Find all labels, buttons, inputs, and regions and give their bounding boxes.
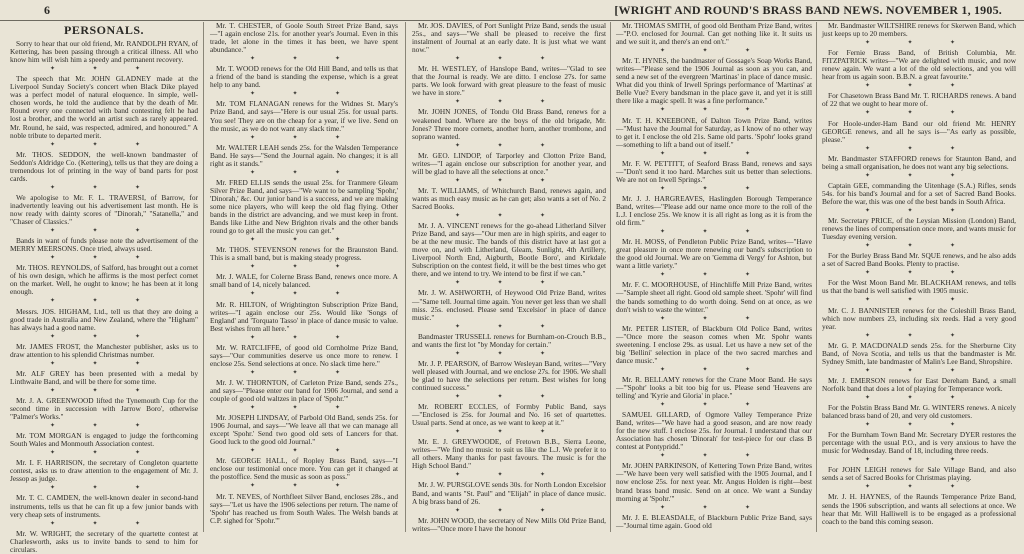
item-divider: ✦ ✦ ✦ [249,369,359,376]
column-rule [816,22,817,532]
news-item: Mr. J. W. THORNTON, of Carleton Prize Band, sends 27s., and says—"Please enter our band for 1906 Journal, and send a couple of good old waltzes in place of 'Spohr.'" [210,377,398,404]
column-2 [210,22,398,532]
news-item: Mr. F. W. PETTITT, of Seaford Brass Band, renews and says—"Don't send it too hard. Marches suit us better than selections. We are not on Irwell Springs." [616,158,812,184]
news-item: For JOHN LEIGH renews for Sale Village Band, and also sends a set of Sacred Books for Christmas playing. [822,465,1016,483]
news-item: Mr. THOS. STEVENSON renews for the Braunston Band. This is a small band, but is making steady progress. [210,245,398,263]
item-divider: ✦ ✦ ✦ [864,40,974,47]
item-divider: ✦ ✦ ✦ [249,483,359,490]
item-divider: ✦ ✦ ✦ [249,237,359,244]
item-divider: ✦ ✦ ✦ [454,323,564,330]
news-item: For Chasetown Brass Band Mr. T. RICHARDS renews. A band of 22 that we ought to hear more of. [822,91,1016,109]
news-item: Mr. T. WOOD renews for the Old Hill Band, and tells us that a friend of the band is standing the expense, which is a great help to any band. [210,64,398,90]
item-divider: ✦ ✦ ✦ [864,394,974,401]
column-rule [610,22,611,532]
news-item: Mr. J. J. HARGREAVES, Haslingden Borough Temperance Band, writes—"Please add our name once more to the roll of the L.J. I enclose 25s. We know it is all right as long as it is from the old firm." [616,193,812,228]
news-item: Mr. THOS. SEDDON, the well-known bandmaster of Seddon's Aldridge Co. (Kettering), tells us that they are doing a tremendous lot of printing in the way of band parts for post cards. [10,149,198,183]
item-divider: ✦ ✦ ✦ [49,333,159,340]
item-divider: ✦ ✦ ✦ [454,429,564,436]
item-divider: ✦ ✦ ✦ [659,48,769,55]
column-1 [10,22,199,554]
column-4 [616,22,812,532]
item-divider: ✦ ✦ ✦ [864,332,974,339]
section-heading: PERSONALS. [63,23,145,37]
item-divider: ✦ ✦ ✦ [864,270,974,277]
item-divider: ✦ ✦ ✦ [454,142,564,149]
news-item: Mr. JOS. DAVIES, of Port Sunlight Prize Band, sends the usual 25s., and says—"We shall be pleased to receive the first instalment of Journal at an early date. It is just what we want now." [412,21,606,55]
item-divider: ✦ ✦ ✦ [659,315,769,322]
column-rule [405,22,406,532]
item-divider: ✦ ✦ ✦ [659,366,769,373]
item-divider: ✦ ✦ ✦ [454,99,564,106]
item-divider: ✦ ✦ ✦ [864,297,974,304]
item-divider: ✦ ✦ ✦ [49,423,159,430]
news-item: Mr. JOSEPH LINDSAY, of Parbold Old Band, sends 25s. for 1906 Journal, and says—"We leave all that we can manage all except 'Spohr.' Send two good old sets of Lancers for that. Good luck to the good old Journal." [210,413,398,447]
item-divider: ✦ ✦ ✦ [864,422,974,429]
news-item: For the Burley Brass Band Mr. SQUE renews, and he also adds a set of Sacred Band Books. Plenty to practise. [822,251,1016,269]
item-divider: ✦ ✦ ✦ [249,264,359,271]
item-divider: ✦ ✦ ✦ [49,228,159,235]
news-item: Mr. J. P. PEARSON, of Barrow Wesleyan Band, writes—"Very well pleased with Journal, and we enclose 27s. for 1906. We shall be glad to have the selections per return. Best wishes for long continued success." [412,358,606,392]
news-item: Bands in want of funds please note the advertisement of the MERRY MEERSONS. Once tried, always used. [10,236,198,254]
news-item: Captain GEE, commanding the Uitenhage (S.A.) Rifles, sends 54s. for his band's Journal and for a set of Sacred Band Books. Before the war, this was one of the best bands in South Africa. [822,180,1016,206]
item-divider: ✦ ✦ ✦ [249,56,359,63]
news-item: Mr. J. W. ASHWORTH, of Heywood Old Prize Band, writes—"Same tell. Journal time again. You never get less than we shall miss. 25s. enclosed. Please send 'Excelsior' in place of dance music." [412,288,606,322]
item-divider: ✦ ✦ ✦ [249,334,359,341]
news-item: Mr. E. J. GREYWOODE, of Fretown B.B., Sierra Leone, writes—"We find no music to suit us like the L.J. We prefer it to all others. Many thanks for past favours. The music is for the High School Band." [412,437,606,471]
item-divider: ✦ ✦ ✦ [659,150,769,157]
news-item: Mr. PETER LISTER, of Blackburn Old Police Band, writes—"Once more the season comes when Mr. Spohr wants sweetening. I enclose 29s. as usual. Let us have a new set of the big 'Bellini' selection in place of the two sacred marches and dance music." [616,323,812,365]
masthead: [WRIGHT AND ROUND'S BRASS BAND NEWS. NOVEMBER 1, 1905. [614,3,1002,17]
item-divider: ✦ ✦ ✦ [864,172,974,179]
item-divider: ✦ ✦ ✦ [659,402,769,409]
item-divider: ✦ ✦ ✦ [249,169,359,176]
item-divider: ✦ ✦ ✦ [454,350,564,357]
item-divider: ✦ ✦ ✦ [249,405,359,412]
news-item: Mr. JOHN PARKINSON, of Kettering Town Prize Band, writes—"We have been very well satisfied with the 1905 Journal, and I now enclose 25s. for next year. Mr. Angus Holden is right—best brand brass band music. Send on at once. We want a Sunday morning at 'Spohr.'" [616,461,812,503]
news-item: Mr. H. WESTLEY, of Hanslope Band, writes—"Glad to see that the Journal is ready. We are ditto. I enclose 27s. for same parts. We look forward with great pleasure to the feast of music we have in store." [412,64,606,98]
news-item: Mr. T. NEVES, of Northfleet Silver Band, encloses 28s., and says—"Let us have the 1906 selections per return. The name of 'Spohr' has reached us from South Wales. The Welsh bands at C.P. sighed for 'Spohr.'" [210,491,398,525]
item-divider: ✦ ✦ ✦ [454,213,564,220]
item-divider: ✦ ✦ ✦ [659,504,769,511]
news-item: Mr. JAMES FROST, the Manchester publisher, asks us to draw attention to his splendid Christmas number. [10,341,198,359]
news-item: For the Polstin Brass Band Mr. G. WINTERS renews. A nicely balanced brass band of 20, and very old customers. [822,403,1016,421]
item-divider: ✦ ✦ ✦ [864,484,974,491]
news-item: Mr. R. BELLAMY renews for the Crane Moor Band. He says—"'Spohr' looks a bit too big for us. Please send 'Heavens are telling' and 'Kyrie and Gloria' in place." [616,374,812,401]
news-item: Mr. W. WRIGHT, the secretary of the quartette contest at Charlesworth, asks us to invite bands to send to him for circulars. [10,528,198,554]
news-item: Mr. Bandmaster WILTSHIRE renews for Skerwen Band, which just keeps up to 20 members. [822,21,1016,39]
item-divider: ✦ ✦ ✦ [864,83,974,90]
news-item: Messrs. JOS. HIGHAM, Ltd., tell us that they are doing a good trade in Australia and New Zealand, where the "Higham" has always had a good name. [10,306,198,332]
news-item: Mr. T. CHESTER, of Goole South Street Prize Band, says—"I again enclose 21s. for another year's Journal. Even in this trade, let alone in the times it has been, we have spent abundance." [210,21,398,55]
column-5 [822,22,1016,532]
news-item: Mr. JOHN JONES, of Tondu Old Brass Band, renews for a weakened band. Where are the boys of the old brigade, Mr. Jones? Three more cornets, another horn, another trombone, and soprano wanted. [412,107,606,141]
item-divider: ✦ ✦ ✦ [49,298,159,305]
column-3 [412,22,606,532]
item-divider: ✦ ✦ ✦ [864,367,974,374]
news-item: Mr. G. P. MACDONALD sends 25s. for the Sherburne City Band, of Nova Scotia, and tells us that the bandmaster is Mr. Sydney Smith, late bandmaster of Malin's Lee Band, Shropshire. [822,340,1016,366]
news-item: For Fernie Brass Band, of British Columbia, Mr. FITZPATRICK writes—"We are delighted with music, and now renew again. We want a lot of the old selections, and you will hear from us again soon. B.B.N. a great favourite." [822,48,1016,82]
news-item: Mr. THOMAS SMITH, of good old Bentham Prize Band, writes—"P.O. enclosed for Journal. Can get nothing like it. It suits us and we suit it, and there's an end on't." [616,21,812,47]
item-divider: ✦ ✦ ✦ [659,185,769,192]
item-divider: ✦ ✦ ✦ [864,145,974,152]
item-divider: ✦ ✦ ✦ [659,107,769,114]
news-item: Mr. J. H. HAYNES, of the Raunds Temperance Prize Band, sends the 1906 subscription, and wants all selections at once. We hear that Mr. Will Halliwell is to be engaged as a professional coach to the band this coming season. [822,492,1016,526]
item-divider: ✦ ✦ ✦ [864,110,974,117]
news-item: Mr. T. HYNES, the bandmaster of Gossage's Soap Works Band, writes—"Please send the 1906 Journal as soon as you can, and send a new set of the evergreen 'Martinas' in place of dance music. What did you think of Irwell Springs performance of 'Martinas' at Belle Vue? Every bandsman in the place gave it, and yet it is still there like a magic spell. It was a fine performance." [616,56,812,106]
news-item: Mr. JOHN WOOD, the secretary of New Mills Old Prize Band, writes—"Once more I have the honour [412,515,606,533]
news-item: Mr. F. C. MOORHOUSE, of Hinchliffe Mill Prize Band, writes—"Sample sheet all right. Good old sample sheet. 'Spohr' will find the bands something to do worth doing. Send on at once, as we don't wish to waste the winter." [616,280,812,314]
item-divider: ✦ ✦ ✦ [454,507,564,514]
news-item: Mr. J. A. GREENWOOD lifted the Tynemouth Cup for the second time in succession with Jarrow Boro', otherwise "Palmer's Works." [10,395,198,422]
news-item: Bandmaster TRUSSELL renews for Burnham-on-Crouch B.B., and wants the first lot "by Monday for certain." [412,331,606,349]
news-item: For the West Moon Band Mr. BLACKHAM renews, and tells us that the band is well satisfied with 1905 music. [822,278,1016,296]
item-divider: ✦ ✦ ✦ [49,485,159,492]
news-item: Mr. I. F. HARRISON, the secretary of Congleton quartette contest, asks us to draw attention to the engagement of Mr. J. Jessop as judge. [10,458,198,484]
item-divider: ✦ ✦ ✦ [659,272,769,279]
news-item: Mr. R. HILTON, of Wrightington Subscription Prize Band, writes—"I again enclose our 25s. Would like 'Songs of England' and 'Torquato Tasso' in place of dance music to value. Best wishes from all here." [210,299,398,333]
news-item: Mr. C. J. BANNISTER renews for the Coleshill Brass Band, which now numbers 23, including six reeds. Had a very good year. [822,305,1016,331]
news-item: Mr. T. H. KNEEBONE, of Dalton Town Prize Band, writes—"Must have the Journal for Saturday, as I know of no other way to get it. I enclose the old 21s. Same old parts. 'Spohr' looks grand—something to lift a band out of itself." [616,115,812,149]
news-item: Mr. J. A. VINCENT renews for the go-ahead Litherland Silver Prize Band, and says—"Our men are in high spirits, and eager to be at the new music. The bands of this district have at last got a move on, and with Litherland, Gleam, Sunlight, 4th Artillery, Liverpool North End, Aigburth, Bootle Boro', and Kirkdale Subscription on the contest field, it will be the best times who get there, and we intend to try. We intend to be first if we can." [412,221,606,279]
news-item: For the Burnham Town Band Mr. Secretary DYER restores the percentage with the usual P.O., and is very anxious to have the music for Wednesday. Band of 18, including three reeds. [822,430,1016,456]
news-item: Mr. ROBERT ECCLES, of Formby Public Band, says—"Enclosed is 25s. for Journal and No. 16 set of quartettes. Usual parts. Send at once, as we want to keep at it." [412,402,606,428]
news-item: Mr. ALF GREY has been presented with a medal by Linthwaite Band, and will be there for some time. [10,368,198,386]
item-divider: ✦ ✦ ✦ [49,66,159,73]
news-item: Mr. THOS. REYNOLDS, of Salford, has brought out a cornet of his own design, which he affirms is the most perfect cornet on the market. Well, he ought to know; he has been at it long enough. [10,263,199,297]
news-item: Mr. FRED ELLIS sends the usual 25s. for Tranmere Gleam Silver Prize Band, and says—"We want to be sampling 'Spohr,' 'Dinorah,' &c. Our junior band is a success, and we are making some nice players, who will keep the old flag flying. Other bands in the district are advancing, and we must keep in front. Bands like Lithe and New Brighton rivals and the other bands round go to get all the music you can get." [210,177,398,236]
item-divider: ✦ ✦ ✦ [49,255,159,262]
news-item: Mr. J. E. BLEASDALE, of Blackburn Public Prize Band, says—"Journal time again. Good old [616,512,812,530]
news-item: Mr. J. EMERSON renews for East Dereham Band, a small Norfolk band that does a lot of playing for Temperance work. [822,375,1016,393]
page-number: 6 [44,3,50,17]
item-divider: ✦ ✦ ✦ [49,184,159,191]
item-divider: ✦ ✦ ✦ [249,448,359,455]
news-item: Mr. T. WILLIAMS, of Whitchurch Band, renews again, and wants as much easy music as he can get; also wants a set of No. 2 Sacred Books. [412,185,606,211]
news-item: Mr. Secretary PRICE, of the Leysian Mission (London) Band, renews the lines of compensation once more, and wants music for Tuesday evening version. [822,216,1016,242]
item-divider: ✦ ✦ ✦ [49,141,159,148]
item-divider: ✦ ✦ ✦ [454,472,564,479]
item-divider: ✦ ✦ ✦ [49,360,159,367]
item-divider: ✦ ✦ ✦ [864,243,974,250]
news-item: Mr. GEORGE HALL, of Ropley Brass Band, says—"I enclose our testimonial once more. You can get it changed at the postoffice. Send the music as soon as poss." [210,456,398,482]
news-item: Mr. Bandmaster STAFFORD renews for Staunton Band, and being a small organisation, he does not want any big selections. [822,153,1016,171]
item-divider: ✦ ✦ ✦ [454,56,564,63]
item-divider: ✦ ✦ ✦ [49,387,159,394]
news-item: Mr. J. WALE, for Colerne Brass Band, renews once more. A small band of 14, nicely balanced. [210,272,398,290]
item-divider: ✦ ✦ ✦ [454,394,564,401]
item-divider: ✦ ✦ ✦ [249,134,359,141]
news-item: We apologise to Mr. F. L. TRAVERSI, of Barrow, for inadvertently leaving out his advertisement last month. He is now ready with dainty scores of "Dinorah," "Satanella," and "Chaser of Classics." [10,192,198,227]
item-divider: ✦ ✦ ✦ [454,177,564,184]
page-header [0,0,1024,21]
news-item: Mr. H. MOSS, of Pendleton Public Prize Band, writes—"Have great pleasure in once more renewing our band's subscription to the good old Journal. We are on 'Gemma di Vergy' for Ashton, but want a little variety." [616,237,812,271]
item-divider: ✦ ✦ ✦ [659,453,769,460]
news-item: The speech that Mr. JOHN GLADNEY made at the Liverpool Sunday Society's concert when Black Dike played was a perfect model of natural eloquence. In simple, well-chosen words, he told the audience that by the death of Mr. Round every one connected with band contesting felt he had lost a brother, and the world an artist such as rarely appeared. Mr. Round, he said, was respected, admired, and honoured." A noble tribute to departed merit. [10,74,198,140]
news-item: Mr. T. C. CAMDEN, the well-known dealer in second-hand instruments, tells us that he can fit up a few junior bands with very cheap sets of instruments. [10,493,198,519]
item-divider: ✦ ✦ ✦ [249,291,359,298]
news-item: Sorry to hear that our old friend, Mr. RANDOLPH RYAN, of Kettering, has been passing through a critical illness. All who know him will wish him a speedy and permanent recovery. [10,39,198,65]
news-item: Mr. J. W. PURSGLOVE sends 30s. for North London Excelsior Band, and wants "St. Paul" and "Elijah" in place of dance music. A big brass band of 26. [412,480,606,506]
item-divider: ✦ ✦ ✦ [249,91,359,98]
news-item: Mr. W. RATCLIFFE, of good old Cornholme Prize Band, says—"Our communities deserve us once more to renew. I enclose 25s. Send selections at once. No slack time here." [210,342,398,368]
news-item: Mr. TOM FLANAGAN renews for the Widnes St. Mary's Prize Band, and says—"Here is our usual 25s. for usual parts. You see! They are on the cheap for a year, if we live. Send on the music, as we do not want any slack time." [210,99,398,133]
news-item: SAMUEL GILLARD, of Ogmore Valley Temperance Prize Band, writes—"We have had a good season, and are now ready for the new stuff. I enclose 25s. for Journal. I understand that our Association has chosen 'Dinorah' for test-piece for our class B contest at Pontypridd." [616,410,812,452]
news-item: Mr. WALTER LEAH sends 25s. for the Walsden Temperance Band. He says—"Send the Journal again. No changes; it is all right as it stands." [210,142,398,168]
item-divider: ✦ ✦ ✦ [49,450,159,457]
item-divider: ✦ ✦ ✦ [659,229,769,236]
item-divider: ✦ ✦ ✦ [864,207,974,214]
news-item: Mr. GEO. LINDOP, of Tarporley and Clotton Prize Band, writes—"I again enclose our subscription for another year, and will be glad to have all the selections at once." [412,150,606,176]
column-rule [203,22,204,532]
news-item: For Hoole-under-Ham Band our old friend Mr. HENRY GEORGE renews, and all he says is—"As early as possible, please." [822,118,1016,144]
item-divider: ✦ ✦ ✦ [49,520,159,527]
item-divider: ✦ ✦ ✦ [454,280,564,287]
item-divider: ✦ ✦ ✦ [864,457,974,464]
news-item: Mr. TOM MORGAN is engaged to judge the forthcoming South Wales and Monmouth Association contest. [10,431,198,449]
